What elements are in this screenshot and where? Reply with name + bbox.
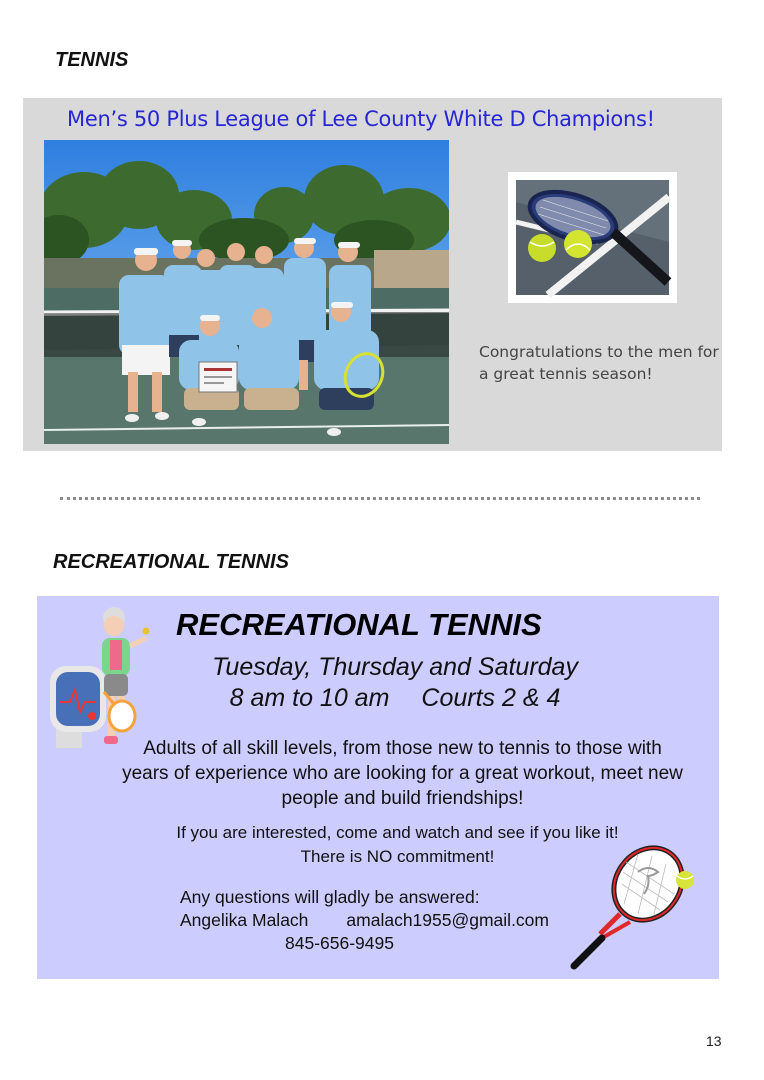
recreational-title: RECREATIONAL TENNIS bbox=[176, 607, 542, 642]
congratulations-text: Congratulations to the men for a great tennis season! bbox=[479, 343, 719, 383]
contact-phone[interactable]: 845-656-9495 bbox=[285, 933, 394, 953]
contact-email[interactable]: amalach1955@gmail.com bbox=[346, 910, 549, 930]
page-number: 13 bbox=[706, 1033, 722, 1049]
section-heading-recreational: RECREATIONAL TENNIS bbox=[53, 551, 289, 573]
contact-name: Angelika Malach bbox=[180, 910, 309, 930]
section-heading-tennis: TENNIS bbox=[55, 49, 129, 71]
contact-intro: Any questions will gladly be answered: bbox=[180, 887, 480, 907]
schedule-courts: Courts 2 & 4 bbox=[421, 684, 561, 712]
program-description: Adults of all skill levels, from those new to tennis to those with years of experience who are looking for a great workout, meet new people and build friendships! bbox=[122, 738, 683, 809]
schedule-days: Tuesday, Thursday and Saturday bbox=[212, 653, 578, 681]
interest-line-1: If you are interested, come and watch and see if you like it! bbox=[176, 823, 619, 842]
contact-block bbox=[180, 886, 549, 955]
schedule-time-courts bbox=[100, 684, 690, 713]
champions-banner: Men’s 50 Plus League of Lee County White D Champions! bbox=[67, 107, 655, 131]
interest-line-2: There is NO commitment! bbox=[300, 847, 495, 866]
section-divider bbox=[60, 497, 700, 500]
team-photo bbox=[44, 140, 449, 444]
schedule-time: 8 am to 10 am bbox=[229, 684, 390, 712]
tennis-racket-clipart bbox=[568, 842, 700, 972]
racket-balls-photo bbox=[508, 172, 677, 303]
